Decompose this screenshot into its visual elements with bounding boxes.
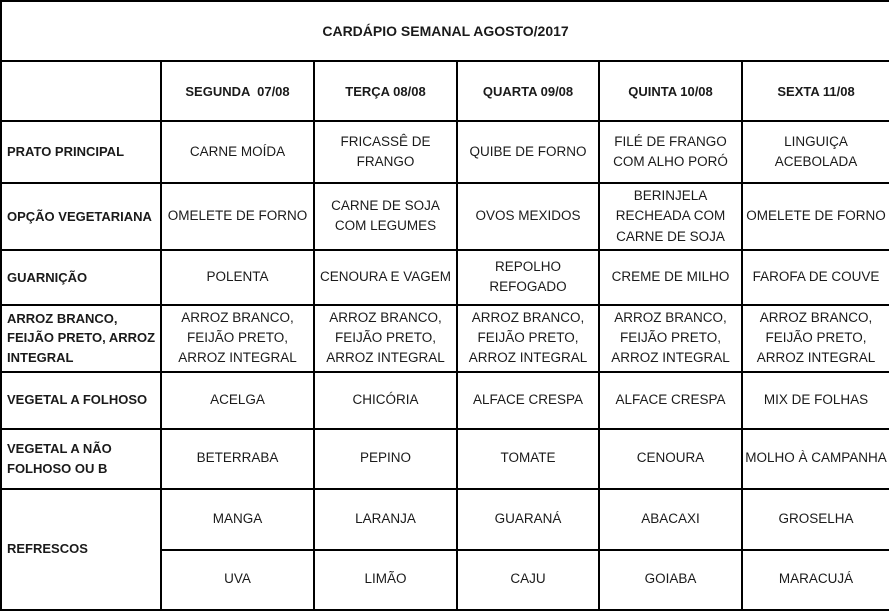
menu-cell: ALFACE CRESPA: [599, 372, 742, 429]
menu-cell: FILÉ DE FRANGO COM ALHO PORÓ: [599, 121, 742, 183]
table-row-refrescos-1: [1, 489, 889, 550]
row-label: OPÇÃO VEGETARIANA: [1, 183, 161, 250]
menu-cell: MANGA: [161, 489, 314, 550]
table-row-vegetal-folhoso: [1, 372, 889, 429]
menu-cell: FAROFA DE COUVE: [742, 250, 889, 305]
col-header-quinta: QUINTA 10/08: [599, 61, 742, 121]
menu-cell: OVOS MEXIDOS: [457, 183, 599, 250]
row-label: ARROZ BRANCO, FEIJÃO PRETO, ARROZ INTEGRAL: [1, 305, 161, 372]
menu-cell: CENOURA E VAGEM: [314, 250, 457, 305]
table-row-prato-principal: [1, 121, 889, 183]
menu-cell: OMELETE DE FORNO: [161, 183, 314, 250]
menu-cell: CREME DE MILHO: [599, 250, 742, 305]
corner-cell: [1, 61, 161, 121]
table-row-arroz-feijao: [1, 305, 889, 372]
table-row-guarnicao: [1, 250, 889, 305]
menu-cell: POLENTA: [161, 250, 314, 305]
menu-cell: GOIABA: [599, 550, 742, 610]
menu-cell: CAJU: [457, 550, 599, 610]
col-header-segunda: SEGUNDA 07/08: [161, 61, 314, 121]
menu-cell: ACELGA: [161, 372, 314, 429]
row-label: VEGETAL A NÃO FOLHOSO OU B: [1, 429, 161, 489]
menu-cell: CARNE MOÍDA: [161, 121, 314, 183]
menu-cell: FRICASSÊ DE FRANGO: [314, 121, 457, 183]
menu-cell: UVA: [161, 550, 314, 610]
col-header-sexta: SEXTA 11/08: [742, 61, 889, 121]
menu-cell: OMELETE DE FORNO: [742, 183, 889, 250]
menu-cell: GUARANÁ: [457, 489, 599, 550]
menu-cell: ARROZ BRANCO, FEIJÃO PRETO, ARROZ INTEGRAL: [457, 305, 599, 372]
menu-cell: LINGUIÇA ACEBOLADA: [742, 121, 889, 183]
menu-cell: ARROZ BRANCO, FEIJÃO PRETO, ARROZ INTEGRAL: [742, 305, 889, 372]
row-label: VEGETAL A FOLHOSO: [1, 372, 161, 429]
header-row: [1, 61, 889, 121]
menu-cell: MARACUJÁ: [742, 550, 889, 610]
menu-cell: REPOLHO REFOGADO: [457, 250, 599, 305]
menu-cell: ALFACE CRESPA: [457, 372, 599, 429]
page-title: CARDÁPIO SEMANAL AGOSTO/2017: [1, 1, 889, 61]
menu-cell: LIMÃO: [314, 550, 457, 610]
menu-cell: TOMATE: [457, 429, 599, 489]
menu-cell: CARNE DE SOJA COM LEGUMES: [314, 183, 457, 250]
menu-cell: MOLHO À CAMPANHA: [742, 429, 889, 489]
menu-cell: ARROZ BRANCO, FEIJÃO PRETO, ARROZ INTEGRAL: [599, 305, 742, 372]
menu-cell: BERINJELA RECHEADA COM CARNE DE SOJA: [599, 183, 742, 250]
menu-cell: CENOURA: [599, 429, 742, 489]
row-label: GUARNIÇÃO: [1, 250, 161, 305]
table-row-vegetal-nao-folhoso: [1, 429, 889, 489]
menu-cell: CHICÓRIA: [314, 372, 457, 429]
col-header-quarta: QUARTA 09/08: [457, 61, 599, 121]
menu-cell: ARROZ BRANCO, FEIJÃO PRETO, ARROZ INTEGRAL: [314, 305, 457, 372]
menu-cell: BETERRABA: [161, 429, 314, 489]
row-label: PRATO PRINCIPAL: [1, 121, 161, 183]
title-row: [1, 1, 889, 61]
table-row-opcao-vegetariana: [1, 183, 889, 250]
menu-cell: LARANJA: [314, 489, 457, 550]
menu-cell: PEPINO: [314, 429, 457, 489]
row-label: REFRESCOS: [1, 489, 161, 610]
menu-cell: QUIBE DE FORNO: [457, 121, 599, 183]
menu-cell: MIX DE FOLHAS: [742, 372, 889, 429]
col-header-terca: TERÇA 08/08: [314, 61, 457, 121]
menu-cell: GROSELHA: [742, 489, 889, 550]
menu-cell: ABACAXI: [599, 489, 742, 550]
menu-cell: ARROZ BRANCO, FEIJÃO PRETO, ARROZ INTEGRAL: [161, 305, 314, 372]
